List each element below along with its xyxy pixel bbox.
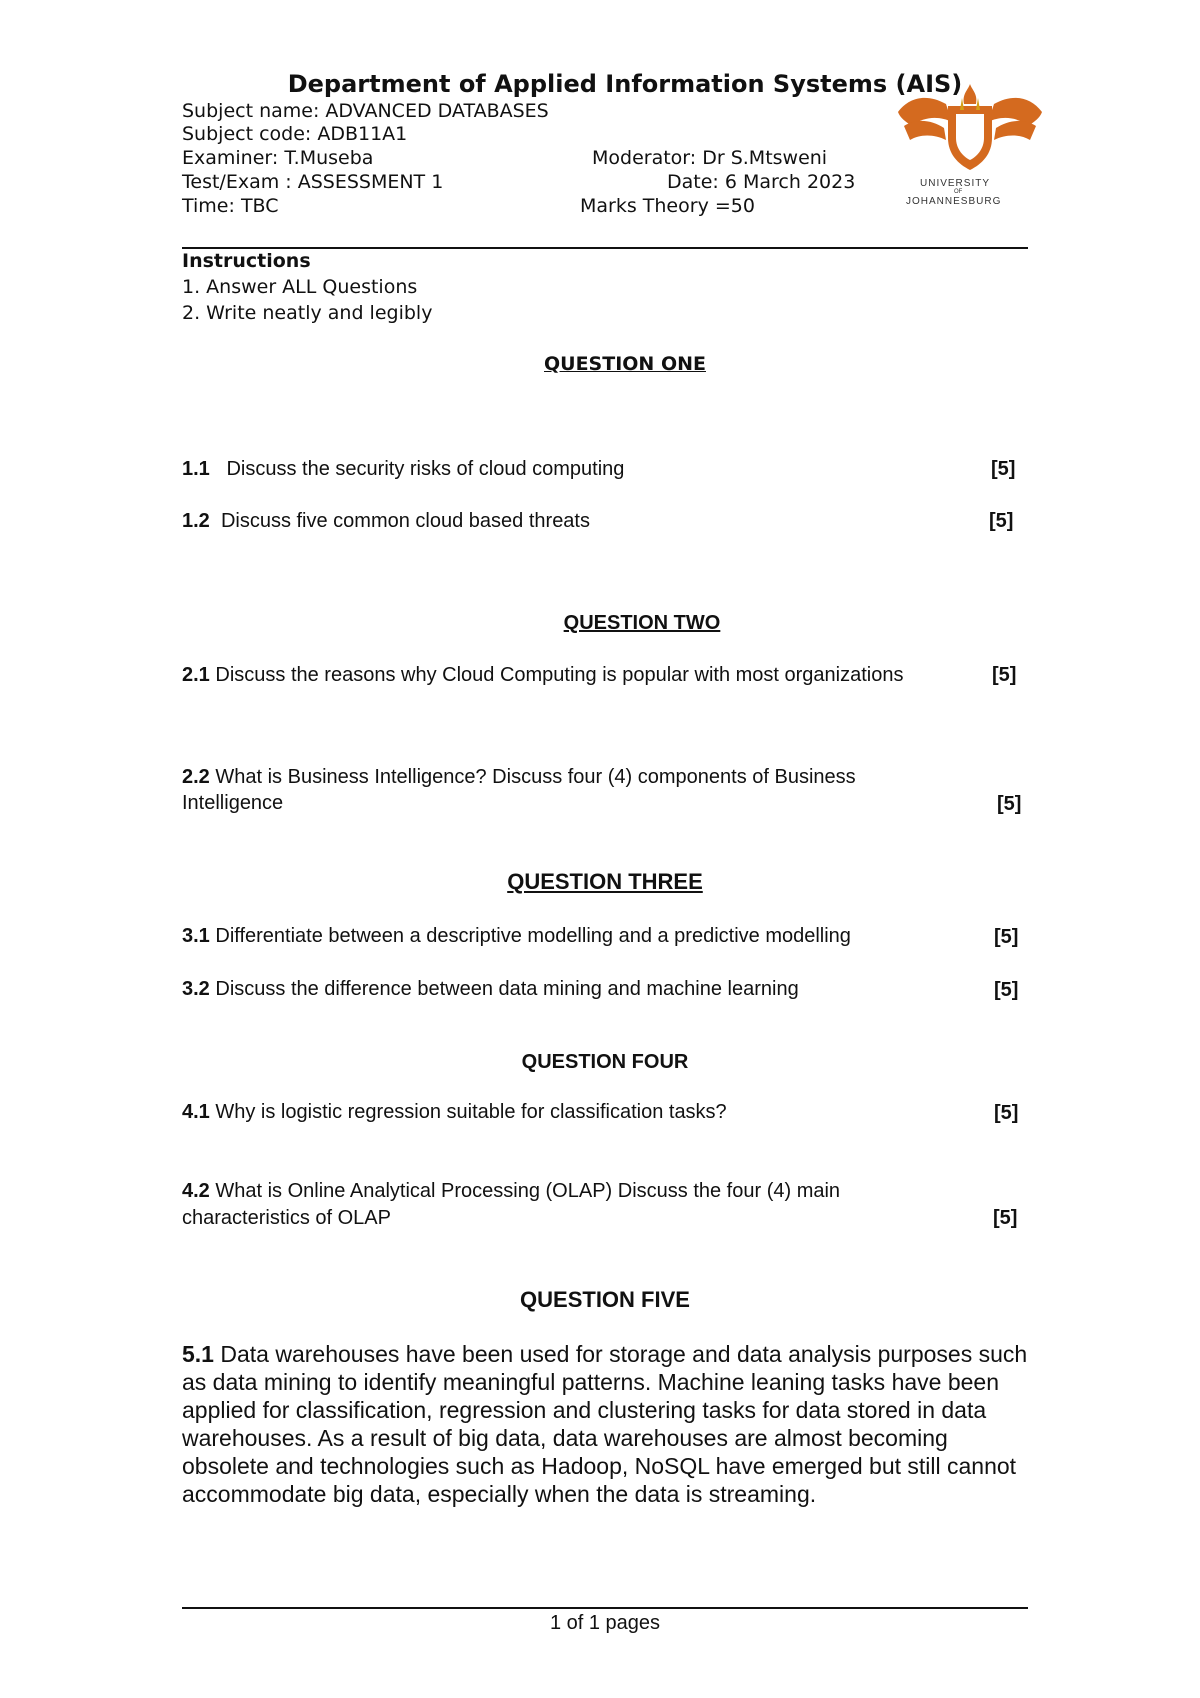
question-number: 3.1 [182, 925, 210, 947]
question-two-heading: QUESTION TWO [563, 612, 721, 634]
footer-divider [182, 1607, 1028, 1609]
question-number: 5.1 [182, 1341, 214, 1367]
logo-line2: OF [954, 189, 963, 195]
question-mark: [5] [994, 926, 1019, 948]
question-text: Data warehouses have been used for storage and data analysis purposes such as data mining to identify meaningful patterns. Machine leaning tasks have been applied for classification, regression and clustering tasks for data stored in data warehouses. As a result of big data, data warehouses are almost becoming obsolete and technologies such as Hadoop, NoSQL have emerged but still cannot accommodate big data, especially when the data is streaming. [182, 1341, 1028, 1507]
question-mark: [5] [992, 664, 1017, 686]
page-number: 1 of 1 pages [549, 1612, 661, 1634]
question-text: Discuss the difference between data mining and machine learning [215, 978, 799, 1000]
question-number: 4.2 [182, 1180, 210, 1202]
question-number: 3.2 [182, 978, 210, 1000]
question-text: What is Online Analytical Processing (OLAP) Discuss the four (4) main [215, 1180, 841, 1202]
question-item [182, 664, 903, 687]
question-mark: [5] [994, 979, 1019, 1001]
header-divider [182, 247, 1028, 249]
question-text: Discuss the security risks of cloud computing [226, 458, 625, 480]
question-text: Discuss five common cloud based threats [220, 510, 590, 532]
question-mark: [5] [997, 793, 1022, 815]
logo-line3: JOHANNESBURG [906, 196, 1002, 207]
question-item [182, 1180, 840, 1203]
instructions-heading: Instructions [182, 250, 311, 272]
question-text-continued: Intelligence [182, 792, 284, 814]
question-mark: [5] [994, 1102, 1019, 1124]
moderator: Moderator: Dr S.Mtsweni [592, 147, 828, 169]
question-number: 2.2 [182, 766, 210, 788]
examiner: Examiner: T.Museba [182, 147, 374, 169]
question-item [182, 978, 799, 1001]
department-title: Department of Applied Information Systems (AIS) [287, 70, 963, 98]
question-item [182, 458, 624, 481]
instruction-item: 2. Write neatly and legibly [182, 302, 433, 324]
question-number: 1.2 [182, 510, 210, 532]
question-three-heading: QUESTION THREE [507, 869, 703, 894]
question-text: Discuss the reasons why Cloud Computing is popular with most organizations [215, 664, 904, 686]
university-crest-icon [890, 82, 1050, 212]
question-number: 2.1 [182, 664, 210, 686]
exam-time: Time: TBC [182, 195, 279, 217]
question-mark: [5] [993, 1207, 1018, 1229]
question-mark: [5] [991, 458, 1016, 480]
question-item [182, 510, 590, 533]
instruction-item: 1. Answer ALL Questions [182, 276, 418, 298]
question-four-heading: QUESTION FOUR [521, 1051, 689, 1073]
question-one-heading: QUESTION ONE [544, 353, 706, 375]
question-item [182, 1340, 1032, 1508]
question-number: 1.1 [182, 458, 210, 480]
question-five-heading: QUESTION FIVE [520, 1287, 690, 1312]
question-text: Differentiate between a descriptive modelling and a predictive modelling [215, 925, 851, 947]
question-item [182, 925, 851, 948]
logo-line1: UNIVERSITY [920, 178, 991, 189]
subject-code: Subject code: ADB11A1 [182, 123, 408, 145]
question-number: 4.1 [182, 1101, 210, 1123]
question-text: What is Business Intelligence? Discuss four (4) components of Business [215, 766, 856, 788]
question-text: Why is logistic regression suitable for classification tasks? [215, 1101, 727, 1123]
question-text-continued: characteristics of OLAP [182, 1207, 391, 1229]
question-item [182, 1101, 727, 1124]
question-item [182, 766, 856, 789]
marks-theory: Marks Theory =50 [580, 195, 755, 217]
test-exam: Test/Exam : ASSESSMENT 1 [182, 171, 444, 193]
exam-date: Date: 6 March 2023 [667, 171, 856, 193]
subject-name: Subject name: ADVANCED DATABASES [182, 100, 549, 122]
question-mark: [5] [989, 510, 1014, 532]
university-logo [890, 82, 1050, 212]
